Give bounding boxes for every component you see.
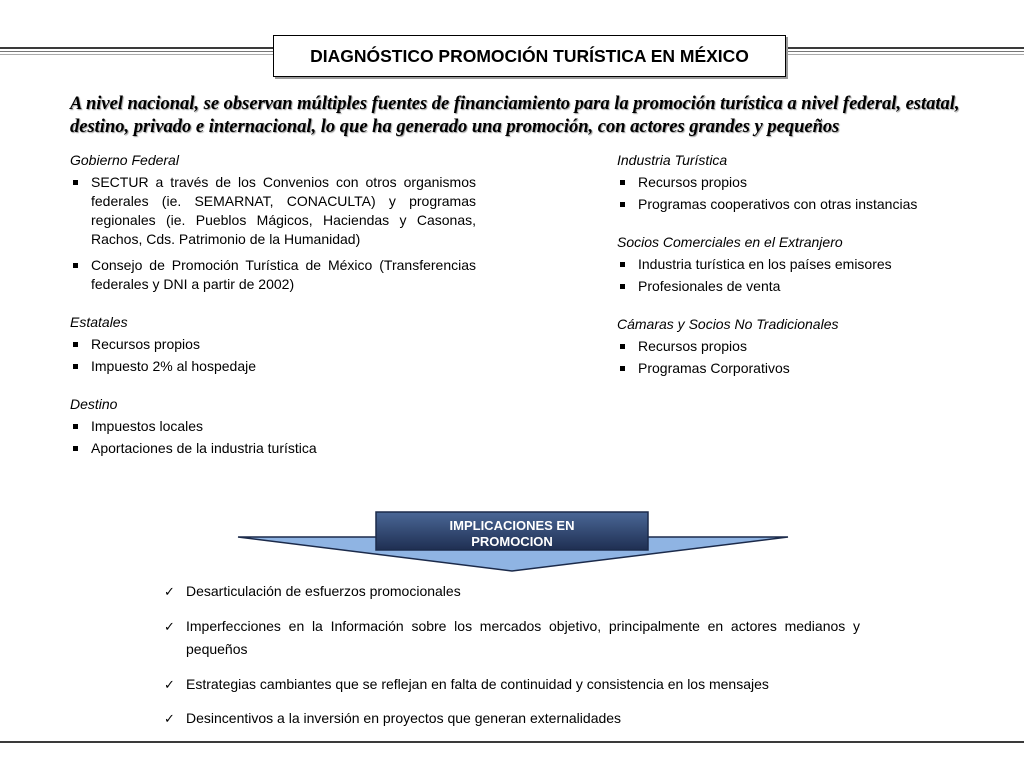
section-heading: Estatales (70, 314, 128, 330)
section-heading: Socios Comerciales en el Extranjero (617, 234, 843, 250)
section-heading: Destino (70, 396, 118, 412)
list-item: SECTUR a través de los Convenios con otros organismos federales (ie. SEMARNAT, CONACULTA) y programas regionales (ie. Pueblos Mágicos, Haciendas y Casonas, Rachos, Cds. Patrimonio de la Humanidad) (70, 173, 476, 249)
list-item: Industria turística en los países emisores (617, 255, 977, 274)
list-item: Programas cooperativos con otras instancias (617, 195, 977, 214)
check-list-item (163, 707, 860, 731)
section-socios-comerciales (617, 233, 977, 296)
check-list-item (163, 580, 860, 604)
section-heading: Cámaras y Socios No Tradicionales (617, 316, 839, 332)
section-destino (70, 395, 476, 458)
check-list-text: Estrategias cambiantes que se reflejan en falta de continuidad y consistencia en los mensajes (186, 675, 769, 692)
list-item: Recursos propios (70, 335, 476, 354)
check-list-text: Desarticulación de esfuerzos promocionales (186, 583, 461, 599)
list-item: Recursos propios (617, 173, 977, 192)
list-item: Programas Corporativos (617, 359, 977, 378)
section-camaras-socios (617, 315, 977, 378)
section-estatales (70, 313, 476, 376)
check-list-text: Desincentivos a la inversión en proyectos que generan externalidades (186, 710, 622, 726)
list-item: Aportaciones de la industria turística (70, 439, 476, 458)
right-column (617, 151, 977, 397)
list-item: Impuestos locales (70, 417, 476, 436)
subtitle: A nivel nacional, se observan múltiples fuentes de financiamiento para la promoción turística a nivel federal, estatal, destino, privado e internacional, lo que ha generado una promoción, con actores grandes y pequeños (70, 94, 960, 137)
check-icon: ✓ (164, 618, 175, 634)
check-list-item (163, 615, 860, 662)
list-item: Consejo de Promoción Turística de México (Transferencias federales y DNI a partir de 2002) (70, 256, 476, 294)
check-list-item (163, 673, 860, 697)
section-industria-turistica (617, 151, 977, 214)
list-item: Profesionales de venta (617, 277, 977, 296)
left-column (70, 151, 476, 477)
list-item: Impuesto 2% al hospedaje (70, 357, 476, 376)
bottom-rule (0, 741, 1024, 743)
slide-title (273, 35, 786, 77)
check-icon: ✓ (164, 676, 175, 692)
implications-label-line2: PROMOCION (471, 534, 553, 549)
check-list-text: Imperfecciones en la Información sobre los mercados objetivo, principalmente en actores medianos y pequeños (186, 617, 860, 657)
section-gobierno-federal (70, 151, 476, 294)
implications-label-line1: IMPLICACIONES EN (449, 518, 575, 533)
slide-title-text: DIAGNÓSTICO PROMOCIÓN TURÍSTICA EN MÉXICO (310, 45, 749, 66)
list-item: Recursos propios (617, 337, 977, 356)
implications-label (376, 514, 648, 554)
section-heading: Gobierno Federal (70, 152, 179, 168)
implications-list (163, 580, 860, 742)
section-heading: Industria Turística (617, 152, 728, 168)
check-icon: ✓ (164, 584, 175, 599)
check-icon: ✓ (164, 711, 175, 726)
